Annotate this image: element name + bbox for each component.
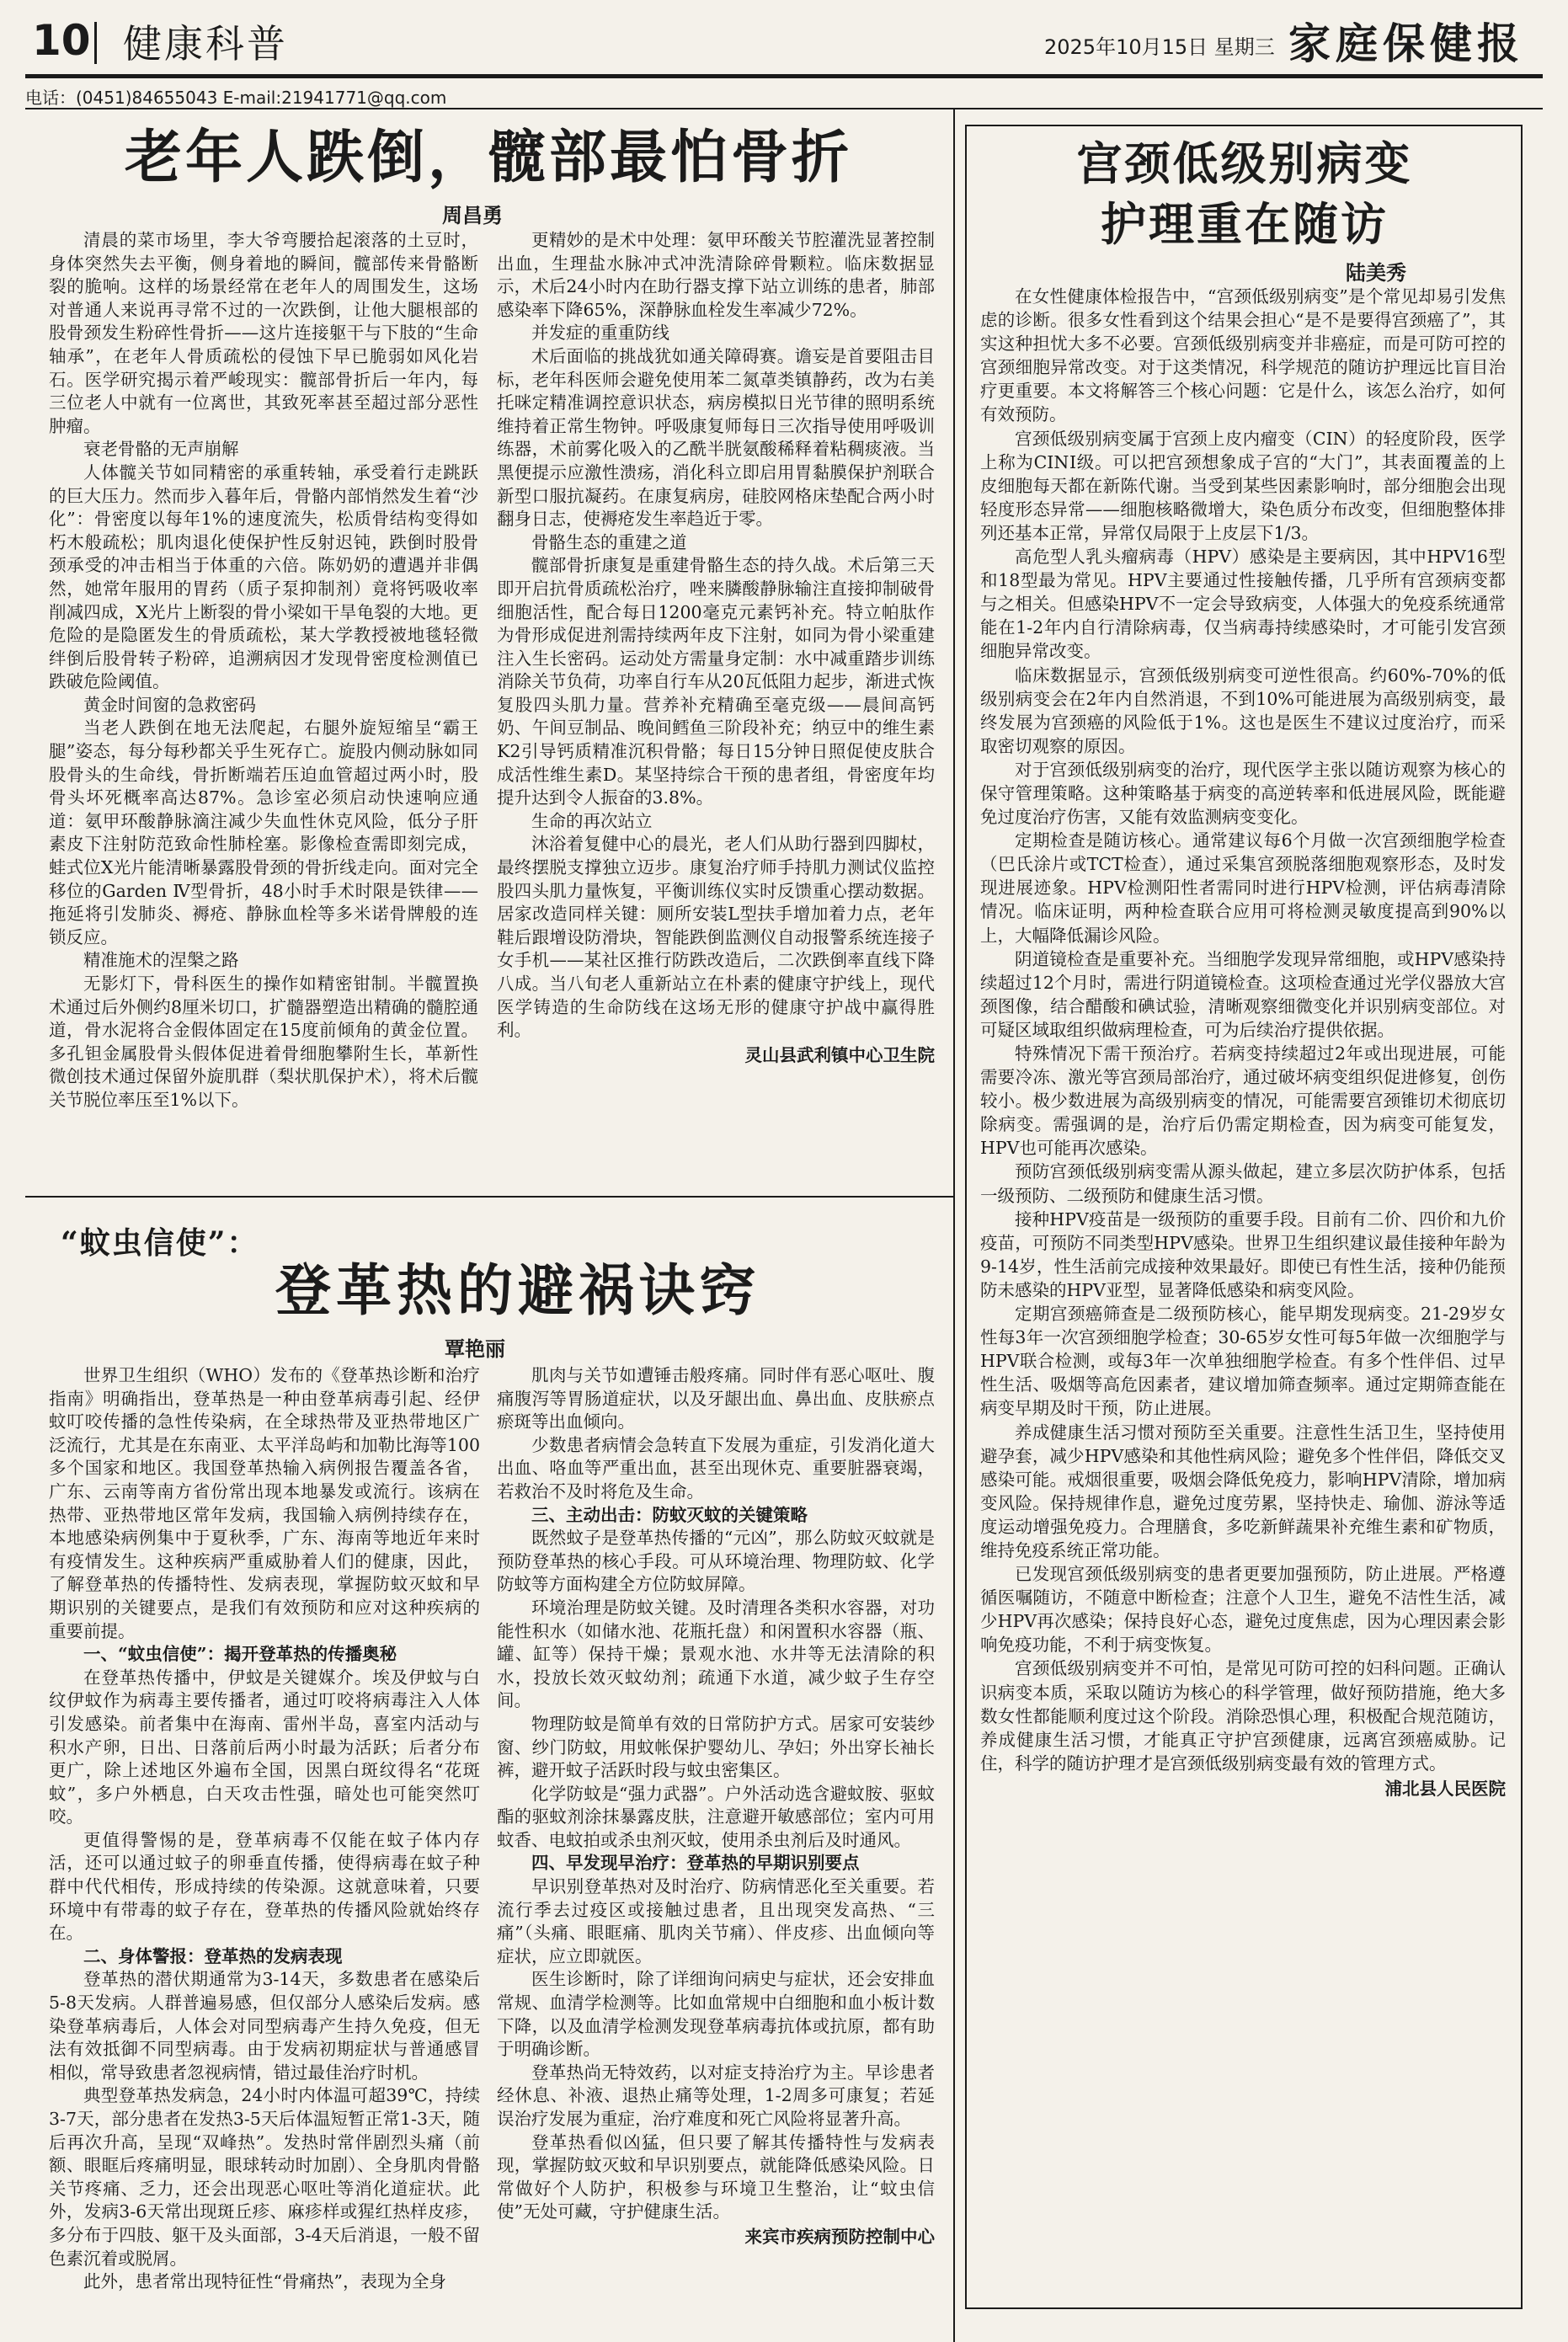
paragraph: 宫颈低级别病变并不可怕，是常见可防可控的妇科问题。正确认识病变本质，采取以随访为核心的科学管理，做好预防措施，绝大多数女性都能顺利度过这个阶段。消除恐惧心理，积极配合规范随访，养成健康生活习惯，才能真正守护宫颈健康，远离宫颈癌威胁。记住，科学的随访护理才是宫颈低级别病变最有效的管理方式。 (980, 1658, 1506, 1774)
contact-rule (25, 108, 1543, 109)
article2-title: 登革热的避祸诀窍 (275, 1257, 760, 1323)
paragraph: 阴道镜检查是重要补充。当细胞学发现异常细胞，或HPV感染持续超过12个月时，需进行阴道镜检查。这项检查通过光学仪器放大宫颈图像，结合醋酸和碘试验，清晰观察细微变化并识别病变部位。对可疑区域取组织做病理检查，可为后续治疗提供依据。 (980, 948, 1506, 1040)
paragraph: 更精妙的是术中处理：氨甲环酸关节腔灌洗显著控制出血，生理盐水脉冲式冲洗清除碎骨颗粒。临床数据显示，术后24小时内在助行器支撑下站立训练的患者，肺部感染率下降65%，深静脉血栓发生率减少72%。 (497, 230, 935, 320)
article3-body (980, 285, 1506, 2306)
paragraph: 骨骼生态的重建之道 (531, 531, 687, 552)
paragraph: 术后面临的挑战犹如通关障碍赛。谵妄是首要阻击目标，老年科医师会避免使用苯二氮䓬类镇静药，改为右美托咪定精准调控意识状态，病房模拟日光节律的照明系统维持着正常生物钟。呼吸康复师每日三次指导使用呼吸训练器，术前雾化吸入的乙酰半胱氨酸稀释着粘稠痰液。当黑便提示应激性溃疡，消化科立即启用胃黏膜保护剂联合新型口服抗凝药。在康复病房，硅胶网格床垫配合两小时翻身日志，使褥疮发生率趋近于零。 (497, 345, 935, 530)
paragraph: 早识别登革热对及时治疗、防病情恶化至关重要。若流行季去过疫区或接触过患者，且出现突发高热、“三痛”（头痛、眼眶痛、肌肉关节痛）、伴皮疹、出血倾向等症状，应立即就医。 (497, 1876, 935, 1966)
paragraph: 已发现宫颈低级别病变的患者更要加强预防，防止进展。严格遵循医嘱随访，不随意中断检查；注意个人卫生，避免不洁性生活，减少HPV再次感染；保持良好心态，避免过度焦虑，因为心理因素会影响免疫功能，不利于病变恢复。 (980, 1564, 1506, 1656)
subheading: 四、早发现早治疗：登革热的早期识别要点 (531, 1853, 860, 1874)
article3-title-line-1: 宫颈低级别病变 (1076, 136, 1413, 190)
paragraph: 此外，患者常出现特征性“骨痛热”，表现为全身 (83, 2271, 446, 2292)
paragraph: 当老人跌倒在地无法爬起，右腿外旋短缩呈“霸王腿”姿态，每分每秒都关乎生死存亡。旋股内侧动脉如同股骨头的生命线，骨折断端若压迫血管超过两小时，股骨头坏死概率高达87%。急诊室必须启动快速响应通道：氨甲环酸静脉滴注减少失血性休克风险，低分子肝素皮下注射防范致命性肺栓塞。影像检查需即刻完成，蛙式位X光片能清晰暴露股骨颈的骨折线走向。面对完全移位的Garden Ⅳ型骨折，48小时手术时限是铁律——拖延将引发肺炎、褥疮、静脉血栓等多米诺骨牌般的连锁反应。 (49, 718, 478, 947)
contact-line: 电话：(0451)84655043 E-mail:21941771@qq.com (25, 88, 447, 108)
article2-kicker: “蚊虫信使”： (61, 1225, 259, 1261)
paragraph: 清晨的菜市场里，李大爷弯腰拾起滚落的土豆时，身体突然失去平衡，侧身着地的瞬间，髋部传来骨骼断裂的脆响。这样的场景经常在老年人的周围发生，这场对普通人来说再寻常不过的一次跌倒，让他大腿根部的股骨颈发生粉碎性骨折——这片连接躯干与下肢的“生命轴承”，在老年人骨质疏松的侵蚀下早已脆弱如风化岩石。医学研究揭示着严峻现实：髋部骨折后一年内，每三位老人中就有一位离世，其致死率甚至超过部分恶性肿瘤。 (49, 230, 478, 436)
article1-column-2 (497, 229, 935, 1196)
paragraph: 物理防蚊是简单有效的日常防护方式。居家可安装纱窗、纱门防蚊，用蚊帐保护婴幼儿、孕妇；外出穿长袖长裤，避开蚊子活跃时段与蚊虫密集区。 (497, 1713, 935, 1781)
paragraph: 高危型人乳头瘤病毒（HPV）感染是主要病因，其中HPV16型和18型最为常见。HPV主要通过性接触传播，几乎所有宫颈病变都与之相关。但感染HPV不一定会导致病变，人体强大的免疫系统通常能在1-2年内自行清除病毒，仅当病毒持续感染时，才可能引发宫颈细胞异常改变。 (980, 547, 1506, 662)
article1-author: 周昌勇 (442, 204, 503, 227)
paragraph: 少数患者病情会急转直下发展为重症，引发消化道大出血、咯血等严重出血，甚至出现休克、重要脏器衰竭，若救治不及时将危及生命。 (497, 1434, 935, 1502)
paragraph: 并发症的重重防线 (531, 323, 669, 344)
paragraph: 定期检查是随访核心。通常建议每6个月做一次宫颈细胞学检查（巴氏涂片或TCT检查），通过采集宫颈脱落细胞观察形态，及时发现进展迹象。HPV检测阳性者需同时进行HPV检测，评估病毒清除情况。临床证明，两种检查联合应用可将检测灵敏度提高到90%以上，大幅降低漏诊风险。 (980, 830, 1506, 946)
paragraph: 化学防蚊是“强力武器”。户外活动选含避蚊胺、驱蚊酯的驱蚊剂涂抹暴露皮肤，注意避开敏感部位；室内可用蚊香、电蚊拍或杀虫剂灭蚊，使用杀虫剂后及时通风。 (497, 1783, 935, 1850)
subheading: 二、身体警报：登革热的发病表现 (83, 1945, 343, 1966)
article3-title (968, 133, 1521, 254)
paragraph: 更值得警惕的是，登革病毒不仅能在蚊子体内存活，还可以通过蚊子的卵垂直传播，使得病毒在蚊子种群中代代相传，形成持续的传染源。这就意味着，只要环境中有带毒的蚊子存在，登革热的传播风险就始终存在。 (49, 1829, 480, 1944)
paragraph: 接种HPV疫苗是一级预防的重要手段。目前有二价、四价和九价疫苗，可预防不同类型HPV感染。世界卫生组织建议最佳接种年龄为9-14岁，性生活前完成接种效果最好。即使已有性生活，接种仍能预防未感染的HPV亚型，显著降低感染和病变风险。 (980, 1208, 1506, 1300)
paragraph: 对于宫颈低级别病变的治疗，现代医学主张以随访观察为核心的保守管理策略。这种策略基于病变的高逆转率和低进展风险，既能避免过度治疗伤害，又能有效监测病变变化。 (980, 759, 1506, 828)
paragraph: 登革热的潜伏期通常为3-14天，多数患者在感染后5-8天发病。人群普遍易感，但仅部分人感染后发病。感染登革病毒后，人体会对同型病毒产生持久免疫，但无法有效抵御不同型病毒。由于发病初期症状与普通感冒相似，常导致患者忽视病情，错过最佳治疗时机。 (49, 1969, 480, 2083)
article2-author: 覃艳丽 (445, 1337, 505, 1361)
paragraph: 医生诊断时，除了详细询问病史与症状，还会安排血常规、血清学检测等。比如血常规中白细胞和血小板计数下降，以及血清学检测发现登革病毒抗体或抗原，都有助于明确诊断。 (497, 1969, 935, 2060)
source-attribution: 浦北县人民医院 (1384, 1778, 1506, 1799)
article-divider (25, 1196, 953, 1198)
paragraph: 特殊情况下需干预治疗。若病变持续超过2年或出现进展，可能需要冷冻、激光等宫颈局部治疗，通过破坏病变组织促进修复，创伤较小。极少数进展为高级别病变的情况，可能需要宫颈锥切术彻底切除病变。需强调的是，治疗后仍需定期检查，因为病变可能复发，HPV也可能再次感染。 (980, 1043, 1506, 1159)
article3-author: 陆美秀 (1346, 261, 1406, 285)
paragraph: 人体髋关节如同精密的承重转轴，承受着行走跳跃的巨大压力。然而步入暮年后，骨骼内部悄然发生着“沙化”：骨密度以每年1%的速度流失，松质骨结构变得如朽木般疏松；肌肉退化使保护性反射迟钝，跌倒时股骨颈承受的冲击相当于体重的六倍。陈奶奶的遭遇并非偶然，她常年服用的胃药（质子泵抑制剂）竟将钙吸收率削减四成，X光片上断裂的骨小梁如干旱龟裂的大地。更危险的是隐匿发生的骨质疏松，某大学教授被地毯轻微绊倒后股骨转子粉碎，追溯病因才发现骨密度检测值已跌破危险阈值。 (49, 461, 478, 692)
subheading: 三、主动出击：防蚊灭蚊的关键策略 (531, 1504, 808, 1525)
article2-column-2 (497, 1364, 935, 2333)
page-number: 10 (32, 16, 91, 65)
paragraph: 黄金时间窗的急救密码 (83, 694, 256, 715)
paragraph: 登革热尚无特效药，以对症支持治疗为主。早诊患者经休息、补液、退热止痛等处理，1-2周多可康复；若延误治疗发展为重症，治疗难度和死亡风险将显著升高。 (497, 2062, 935, 2129)
article1-column-1 (49, 229, 478, 1193)
paragraph: 既然蚊子是登革热传播的“元凶”，那么防蚊灭蚊就是预防登革热的核心手段。可从环境治理、物理防蚊、化学防蚊等方面构建全方位防蚊屏障。 (497, 1528, 935, 1595)
paragraph: 沐浴着复健中心的晨光，老人们从助行器到四脚杖，最终摆脱支撑独立迈步。康复治疗师手持肌力测试仪监控股四头肌力量恢复，平衡训练仪实时反馈重心摆动数据。居家改造同样关键：厕所安装L型扶手增加着力点，老年鞋后跟增设防滑块，智能跌倒监测仪自动报警系统连接子女手机——某社区推行防跌改造后，二次跌倒率直线下降八成。当八旬老人重新站立在朴素的健康守护线上，现代医学铸造的生命防线在这场无形的健康守护战中赢得胜利。 (497, 834, 935, 1041)
header-divider (94, 22, 97, 64)
source-attribution: 灵山县武利镇中心卫生院 (744, 1044, 935, 1065)
paragraph: 精准施术的涅槃之路 (83, 950, 239, 971)
paragraph: 髋部骨折康复是重建骨骼生态的持久战。术后第三天即开启抗骨质疏松治疗，唑来膦酸静脉输注直接抑制破骨细胞活性，配合每日1200毫克元素钙补充。特立帕肽作为骨形成促进剂需持续两年皮下注射，如同为骨小梁重建注入生长密码。运动处方需量身定制：水中减重踏步训练消除关节负荷，功率自行车从20瓦低阻力起步，渐进式恢复股四头肌力量。营养补充精确至毫克级——晨间高钙奶、午间豆制品、晚间鳕鱼三阶段补充；纳豆中的维生素K2引导钙质精准沉积骨骼；每日15分钟日照促使皮肤合成活性维生素D。某坚持综合干预的患者组，骨密度年均提升达到令人振奋的3.8%。 (497, 555, 935, 808)
issue-date: 2025年10月15日 星期三 (1044, 35, 1275, 59)
article2-column-1 (49, 1364, 480, 2333)
paragraph: 衰老骨骼的无声崩解 (83, 439, 239, 460)
paragraph: 养成健康生活习惯对预防至关重要。注意性生活卫生，坚持使用避孕套，减少HPV感染和其他性病风险；避免多个性伴侣，降低交叉感染可能。戒烟很重要，吸烟会降低免疫力，影响HPV清除，增加病变风险。保持规律作息，避免过度劳累，坚持快走、瑜伽、游泳等适度运动增强免疫力。合理膳食，多吃新鲜蔬果补充维生素和矿物质，维持免疫系统正常功能。 (980, 1422, 1506, 1560)
header-rule (25, 74, 1543, 78)
paragraph: 临床数据显示，宫颈低级别病变可逆性很高。约60%-70%的低级别病变会在2年内自然消退，不到10%可能进展为高级别病变，最终发展为宫颈癌的风险低于1%。这也是医生不建议过度治疗，而采取密切观察的原因。 (980, 664, 1506, 756)
source-attribution: 来宾市疾病预防控制中心 (744, 2226, 935, 2247)
paragraph: 无影灯下，骨科医生的操作如精密钳制。半髋置换术通过后外侧约8厘米切口，扩髓器塑造出精确的髓腔通道，骨水泥将合金假体固定在15度前倾角的黄金位置。多孔钽金属股骨头假体促进着骨细胞攀附生长，革新性微创技术通过保留外旋肌群（梨状肌保护术），将术后髋关节脱位率压至1%以下。 (49, 974, 478, 1110)
paragraph: 在登革热传播中，伊蚊是关键媒介。埃及伊蚊与白纹伊蚊作为病毒主要传播者，通过叮咬将病毒注入人体引发感染。前者集中在海南、雷州半岛，喜室内活动与积水产卵，日出、日落前后两小时最为活跃；后者分布更广，除上述地区外遍布全国，因黑白斑纹得名“花斑蚊”，多户外栖息，白天攻击性强，暗处也可能突然叮咬。 (49, 1667, 480, 1827)
article1-title: 老年人跌倒，髋部最怕骨折 (124, 124, 852, 191)
section-title: 健康科普 (123, 21, 288, 67)
paragraph: 典型登革热发病急，24小时内体温可超39℃，持续3-7天，部分患者在发热3-5天后体温短暂正常1-3天，随后再次升高，呈现“双峰热”。发热时常伴剧烈头痛（前额、眼眶后疼痛明显，眼球转动时加剧）、全身肌肉骨骼关节疼痛、乏力，还会出现恶心呕吐等消化道症状。此外，发病3-6天常出现斑丘疹、麻疹样或猩红热样皮疹，多分布于四肢、躯干及头面部，3-4天后消退，一般不留色素沉着或脱屑。 (49, 2085, 480, 2269)
paragraph: 定期宫颈癌筛查是二级预防核心，能早期发现病变。21-29岁女性每3年一次宫颈细胞学检查；30-65岁女性可每5年做一次细胞学与HPV联合检测，或每3年一次单独细胞学检查。有多个性伴侣、过早性生活、吸烟等高危因素者，建议增加筛查频率。通过定期筛查能在病变早期及时干预，防止进展。 (980, 1304, 1506, 1419)
subheading: 一、“蚊虫信使”：揭开登革热的传播奥秘 (83, 1644, 397, 1665)
paragraph: 肌肉与关节如遭锤击般疼痛。同时伴有恶心呕吐、腹痛腹泻等胃肠道症状，以及牙龈出血、鼻出血、皮肤瘀点瘀斑等出血倾向。 (497, 1365, 935, 1432)
paragraph: 环境治理是防蚊关键。及时清理各类积水容器，对功能性积水（如储水池、花瓶托盘）和闲置积水容器（瓶、罐、缸等）保持干燥；景观水池、水井等无法清除的积水，投放长效灭蚊幼剂；疏通下水道，减少蚊子生存空间。 (497, 1597, 935, 1711)
paragraph: 在女性健康体检报告中，“宫颈低级别病变”是个常见却易引发焦虑的诊断。很多女性看到这个结果会担心“是不是要得宫颈癌了”，其实这种担忧大多不必要。宫颈低级别病变并非癌症，而是可防可控的宫颈细胞异常改变。对于这类情况，科学规范的随访护理远比盲目治疗更重要。本文将解答三个核心问题：它是什么，该怎么治疗，如何有效预防。 (980, 286, 1506, 425)
paragraph: 世界卫生组织（WHO）发布的《登革热诊断和治疗指南》明确指出，登革热是一种由登革病毒引起、经伊蚊叮咬传播的急性传染病，在全球热带及亚热带地区广泛流行，尤其是在东南亚、太平洋岛屿和加勒比海等100多个国家和地区。我国登革热输入病例报告覆盖各省，广东、云南等南方省份常出现本地暴发或流行。该病在热带、亚热带地区常年发病，我国输入病例持续存在，本地感染病例集中于夏秋季，广东、海南等地近年来时有疫情发生。这种疾病严重威胁着人们的健康，因此，了解登革热的传播特性、发病表现，掌握防蚊灭蚊和早期识别的关键要点，是我们有效预防和应对这种疾病的重要前提。 (49, 1365, 480, 1641)
paragraph: 登革热看似凶猛，但只要了解其传播特性与发病表现，掌握防蚊灭蚊和早识别要点，就能降低感染风险。日常做好个人防护，积极参与环境卫生整治，让“蚊虫信使”无处可藏，守护健康生活。 (497, 2131, 935, 2222)
newspaper-name: 家庭保健报 (1288, 19, 1524, 68)
paragraph: 宫颈低级别病变属于宫颈上皮内瘤变（CIN）的轻度阶段，医学上称为CINⅠ级。可以把宫颈想象成子宫的“大门”，其表面覆盖的上皮细胞每天都在新陈代谢。当受到某些因素影响时，部分细胞会出现轻度形态异常——细胞核略微增大，染色质分布改变，但细胞整体排列还基本正常，异常仅局限于上皮层下1/3。 (980, 428, 1506, 543)
paragraph: 生命的再次站立 (531, 810, 653, 831)
article3-title-line-2: 护理重在随访 (1101, 197, 1389, 251)
column-rule (953, 109, 955, 2342)
paragraph: 预防宫颈低级别病变需从源头做起，建立多层次防护体系，包括一级预防、二级预防和健康生活习惯。 (980, 1161, 1506, 1206)
